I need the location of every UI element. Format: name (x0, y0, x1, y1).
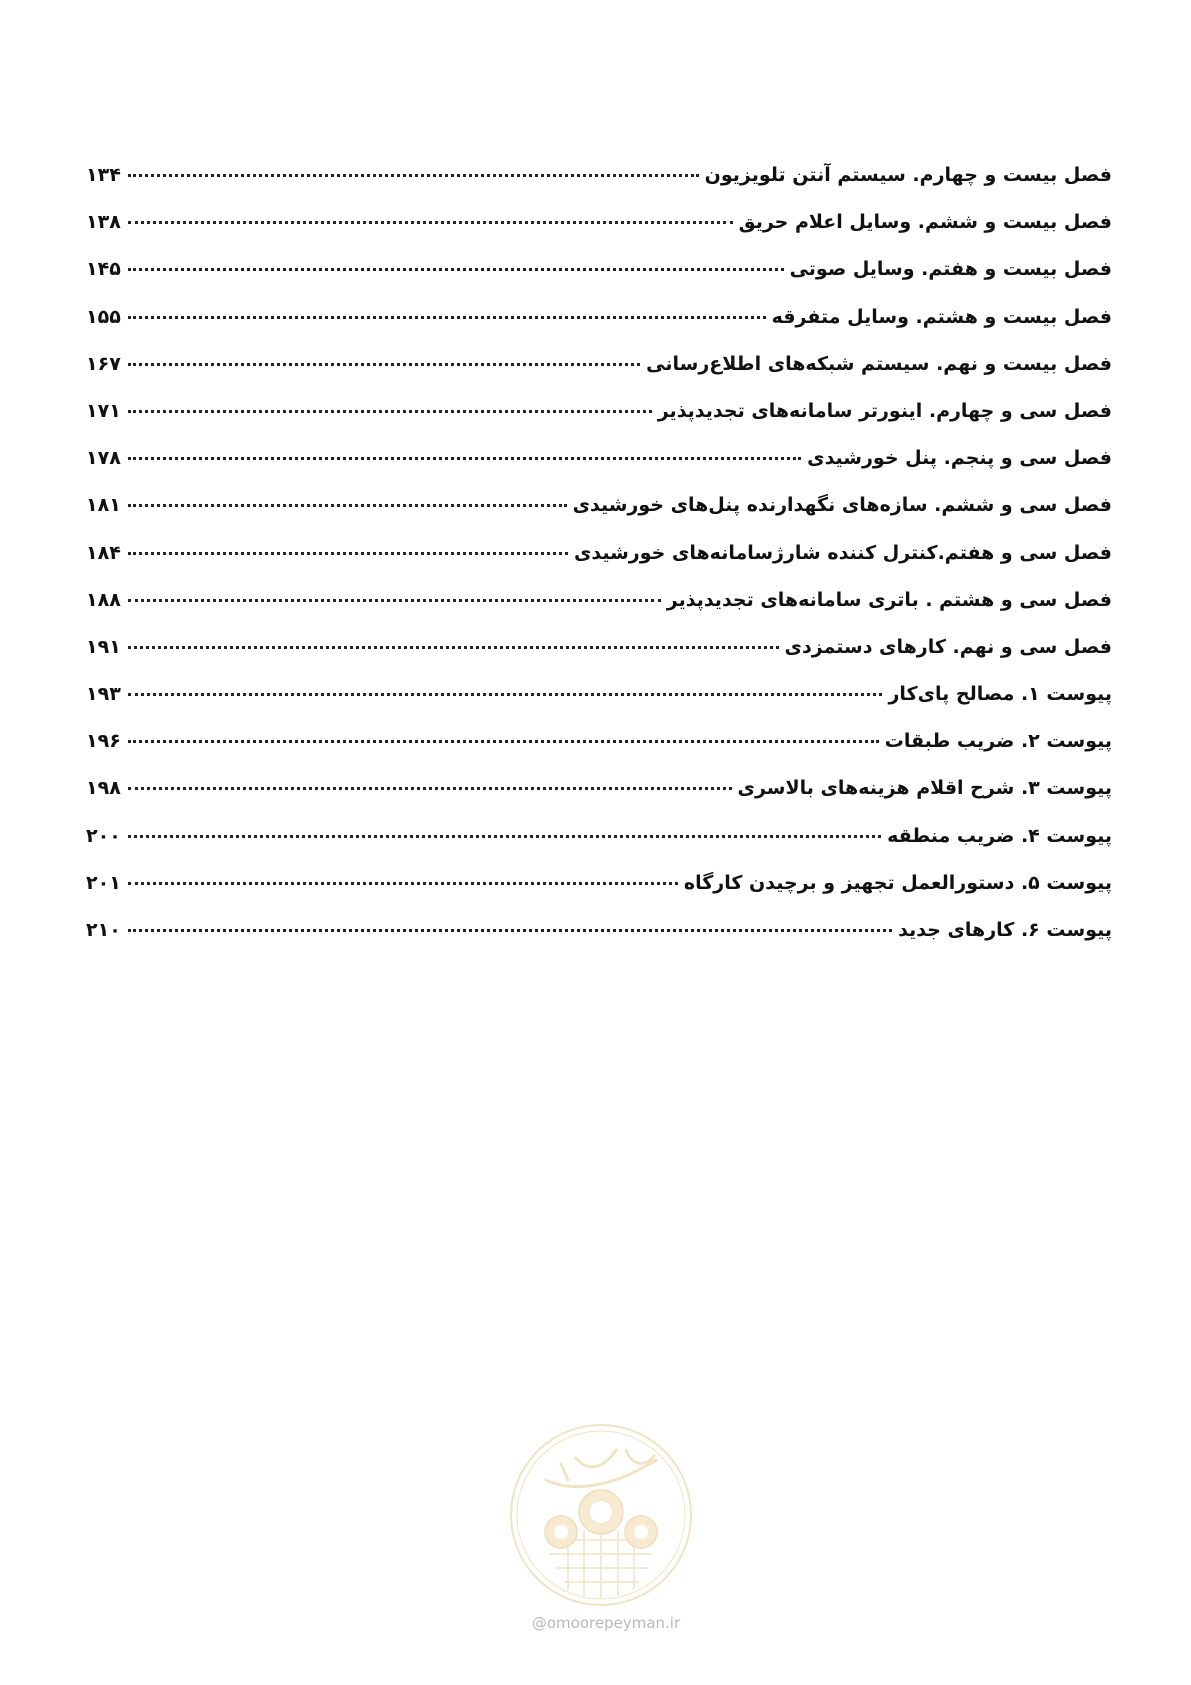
toc-entry[interactable] (86, 540, 1112, 587)
toc-entry[interactable] (86, 823, 1112, 870)
toc-entry-page: ۱۹۶ (86, 730, 121, 753)
toc-entry-page: ۱۸۴ (86, 541, 121, 564)
toc-dot-leader (128, 457, 801, 460)
toc-dot-leader (128, 693, 882, 696)
toc-entry-page: ۱۳۴ (86, 164, 121, 186)
toc-entry[interactable] (86, 775, 1112, 822)
toc-dot-leader (128, 882, 678, 885)
toc-entry[interactable] (86, 304, 1112, 351)
toc-entry-title: پیوست ۴. ضریب منطقه (887, 824, 1112, 847)
toc-entry-title: پیوست ۵. دستورالعمل تجهیز و برچیدن کارگاه (683, 871, 1112, 894)
toc-entry-title: فصل بیست و ششم. وسایل اعلام حریق (738, 211, 1112, 234)
toc-entry-page: ۱۹۱ (86, 635, 121, 658)
toc-entry-title: پیوست ۲. ضریب طبقات (884, 730, 1112, 753)
toc-dot-leader (128, 504, 567, 507)
toc-dot-leader (128, 268, 784, 271)
toc-entry[interactable] (86, 256, 1112, 303)
toc-entry-title: فصل سی و پنجم. پنل خورشیدی (807, 447, 1112, 470)
toc-entry-title: فصل سی و نهم. کارهای دستمزدی (784, 635, 1112, 658)
toc-dot-leader (128, 787, 732, 790)
toc-dot-leader (128, 552, 568, 555)
toc-entry-title: فصل سی و ششم. سازه‌های نگهدارنده پنل‌های خورشیدی (572, 494, 1112, 517)
toc-entry-page: ۱۵۵ (86, 305, 121, 328)
toc-entry[interactable] (86, 209, 1112, 256)
toc-dot-leader (128, 646, 779, 649)
toc-entry[interactable] (86, 634, 1112, 681)
toc-entry[interactable] (86, 492, 1112, 539)
toc-entry-page: ۲۱۰ (86, 919, 121, 941)
table-of-contents (86, 162, 1112, 964)
toc-entry[interactable] (86, 351, 1112, 398)
toc-entry-page: ۱۸۱ (86, 494, 121, 517)
toc-entry-page: ۱۹۳ (86, 683, 121, 706)
toc-entry[interactable] (86, 445, 1112, 492)
toc-entry-title: فصل سی و هفتم.کنترل کننده شارژسامانه‌های خورشیدی (573, 541, 1112, 564)
watermark-logo (506, 1420, 696, 1610)
toc-entry-page: ۱۶۷ (86, 352, 121, 375)
toc-dot-leader (128, 599, 661, 602)
toc-entry[interactable] (86, 870, 1112, 917)
toc-entry-page: ۱۸۸ (86, 588, 121, 611)
toc-entry-title: فصل بیست و هشتم. وسایل متفرقه (771, 305, 1112, 328)
toc-entry-page: ۱۴۵ (86, 258, 121, 281)
toc-entry-page: ۱۷۸ (86, 447, 121, 470)
toc-dot-leader (128, 174, 699, 177)
toc-entry-title: پیوست ۳. شرح اقلام هزینه‌های بالاسری (737, 777, 1112, 800)
toc-entry-title: فصل بیست و چهارم. سیستم آنتن تلویزیون (704, 164, 1112, 186)
toc-entry-title: پیوست ۱. مصالح پای‌کار (888, 683, 1112, 706)
toc-entry-page: ۲۰۰ (86, 824, 121, 847)
toc-entry-title: فصل سی و هشتم . باتری سامانه‌های تجدیدپذیر (666, 588, 1112, 611)
toc-dot-leader (128, 740, 879, 743)
toc-entry-title: پیوست ۶. کارهای جدید (898, 919, 1112, 941)
toc-entry[interactable] (86, 681, 1112, 728)
toc-entry[interactable] (86, 398, 1112, 445)
toc-entry[interactable] (86, 587, 1112, 634)
toc-entry[interactable] (86, 162, 1112, 209)
toc-entry-title: فصل بیست و نهم. سیستم شبکه‌های اطلاع‌رسانی (646, 352, 1112, 375)
toc-dot-leader (128, 410, 652, 413)
toc-dot-leader (128, 221, 733, 224)
watermark-url: @omoorepeyman.ir (531, 1614, 681, 1632)
toc-entry[interactable] (86, 917, 1112, 964)
toc-entry-page: ۱۹۸ (86, 777, 121, 800)
toc-dot-leader (128, 363, 640, 366)
toc-entry-page: ۱۷۱ (86, 399, 121, 422)
toc-entry-page: ۱۳۸ (86, 211, 121, 234)
toc-entry[interactable] (86, 728, 1112, 775)
toc-dot-leader (128, 835, 881, 838)
toc-dot-leader (128, 929, 892, 932)
toc-entry-title: فصل سی و چهارم. اینورتر سامانه‌های تجدیدپذیر (657, 399, 1112, 422)
toc-dot-leader (128, 316, 766, 319)
toc-entry-page: ۲۰۱ (86, 871, 121, 894)
toc-entry-title: فصل بیست و هفتم. وسایل صوتی (789, 258, 1112, 281)
